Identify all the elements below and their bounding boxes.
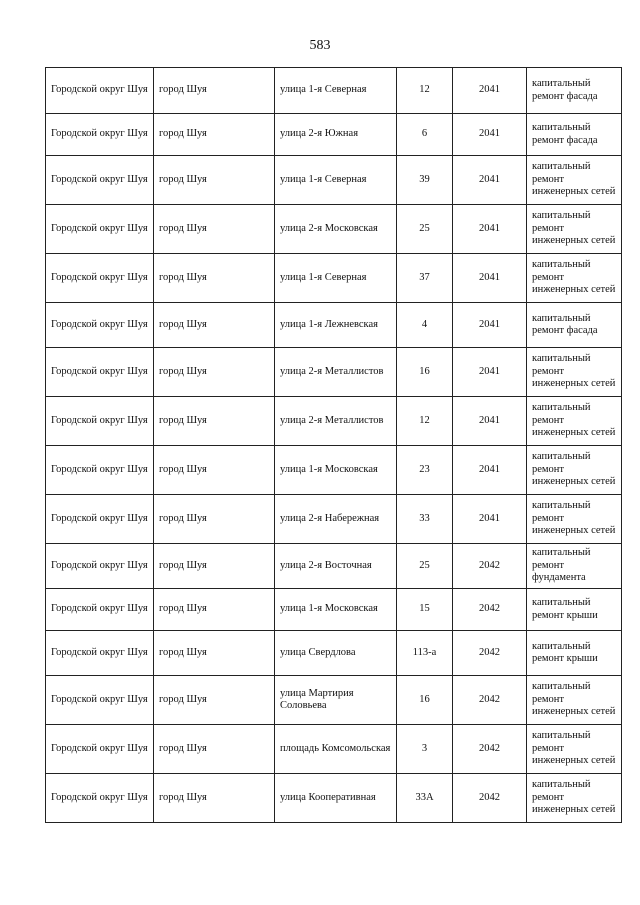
city-cell: город Шуя (154, 446, 275, 495)
table-row (46, 774, 622, 823)
street-cell: улица Свердлова (275, 631, 397, 676)
city-cell: город Шуя (154, 725, 275, 774)
year-cell: 2041 (453, 397, 527, 446)
street-cell: площадь Комсомольская (275, 725, 397, 774)
work-type-cell: капитальный ремонт крыши (527, 631, 622, 676)
district-cell: Городской округ Шуя (46, 348, 154, 397)
table-body (46, 68, 622, 823)
house-number-cell: 23 (397, 446, 453, 495)
city-cell: город Шуя (154, 544, 275, 589)
table-row (46, 631, 622, 676)
street-cell: улица 2-я Металлистов (275, 397, 397, 446)
city-cell: город Шуя (154, 495, 275, 544)
work-type-cell: капитальный ремонт крыши (527, 589, 622, 631)
district-cell: Городской округ Шуя (46, 774, 154, 823)
year-cell: 2041 (453, 446, 527, 495)
district-cell: Городской округ Шуя (46, 589, 154, 631)
year-cell: 2042 (453, 774, 527, 823)
work-type-cell: капитальный ремонт инженерных сетей (527, 725, 622, 774)
street-cell: улица 2-я Металлистов (275, 348, 397, 397)
city-cell: город Шуя (154, 774, 275, 823)
street-cell: улица 1-я Северная (275, 156, 397, 205)
city-cell: город Шуя (154, 205, 275, 254)
table-row (46, 397, 622, 446)
year-cell: 2042 (453, 589, 527, 631)
work-type-cell: капитальный ремонт фасада (527, 303, 622, 348)
table-row (46, 676, 622, 725)
house-number-cell: 12 (397, 68, 453, 114)
district-cell: Городской округ Шуя (46, 303, 154, 348)
work-type-cell: капитальный ремонт инженерных сетей (527, 774, 622, 823)
district-cell: Городской округ Шуя (46, 254, 154, 303)
house-number-cell: 16 (397, 676, 453, 725)
city-cell: город Шуя (154, 68, 275, 114)
house-number-cell: 12 (397, 397, 453, 446)
table-row (46, 589, 622, 631)
work-type-cell: капитальный ремонт инженерных сетей (527, 156, 622, 205)
street-cell: улица 2-я Южная (275, 114, 397, 156)
year-cell: 2041 (453, 68, 527, 114)
table-row (46, 446, 622, 495)
street-cell: улица 2-я Московская (275, 205, 397, 254)
city-cell: город Шуя (154, 156, 275, 205)
city-cell: город Шуя (154, 589, 275, 631)
house-number-cell: 33А (397, 774, 453, 823)
table-row (46, 254, 622, 303)
house-number-cell: 39 (397, 156, 453, 205)
house-number-cell: 37 (397, 254, 453, 303)
city-cell: город Шуя (154, 676, 275, 725)
house-number-cell: 4 (397, 303, 453, 348)
street-cell: улица 2-я Набережная (275, 495, 397, 544)
district-cell: Городской округ Шуя (46, 205, 154, 254)
street-cell: улица 1-я Московская (275, 589, 397, 631)
district-cell: Городской округ Шуя (46, 397, 154, 446)
year-cell: 2041 (453, 495, 527, 544)
house-number-cell: 6 (397, 114, 453, 156)
table-row (46, 348, 622, 397)
table-row (46, 114, 622, 156)
repair-schedule-table (45, 67, 622, 823)
street-cell: улица 1-я Московская (275, 446, 397, 495)
year-cell: 2042 (453, 631, 527, 676)
district-cell: Городской округ Шуя (46, 446, 154, 495)
year-cell: 2041 (453, 303, 527, 348)
work-type-cell: капитальный ремонт инженерных сетей (527, 397, 622, 446)
table-row (46, 495, 622, 544)
city-cell: город Шуя (154, 348, 275, 397)
district-cell: Городской округ Шуя (46, 631, 154, 676)
house-number-cell: 25 (397, 544, 453, 589)
year-cell: 2041 (453, 156, 527, 205)
district-cell: Городской округ Шуя (46, 544, 154, 589)
district-cell: Городской округ Шуя (46, 68, 154, 114)
work-type-cell: капитальный ремонт инженерных сетей (527, 446, 622, 495)
table-row (46, 68, 622, 114)
year-cell: 2042 (453, 544, 527, 589)
work-type-cell: капитальный ремонт инженерных сетей (527, 348, 622, 397)
city-cell: город Шуя (154, 397, 275, 446)
house-number-cell: 25 (397, 205, 453, 254)
street-cell: улица 2-я Восточная (275, 544, 397, 589)
city-cell: город Шуя (154, 631, 275, 676)
work-type-cell: капитальный ремонт фасада (527, 114, 622, 156)
work-type-cell: капитальный ремонт инженерных сетей (527, 676, 622, 725)
house-number-cell: 16 (397, 348, 453, 397)
table-row (46, 156, 622, 205)
district-cell: Городской округ Шуя (46, 114, 154, 156)
table-row (46, 303, 622, 348)
page-number: 583 (309, 38, 331, 53)
year-cell: 2041 (453, 114, 527, 156)
house-number-cell: 113-а (397, 631, 453, 676)
work-type-cell: капитальный ремонт инженерных сетей (527, 495, 622, 544)
table-row (46, 205, 622, 254)
city-cell: город Шуя (154, 254, 275, 303)
house-number-cell: 3 (397, 725, 453, 774)
city-cell: город Шуя (154, 114, 275, 156)
work-type-cell: капитальный ремонт фундамента (527, 544, 622, 589)
house-number-cell: 33 (397, 495, 453, 544)
work-type-cell: капитальный ремонт инженерных сетей (527, 254, 622, 303)
year-cell: 2042 (453, 725, 527, 774)
street-cell: улица Мартирия Соловьева (275, 676, 397, 725)
year-cell: 2041 (453, 254, 527, 303)
district-cell: Городской округ Шуя (46, 156, 154, 205)
work-type-cell: капитальный ремонт инженерных сетей (527, 205, 622, 254)
year-cell: 2042 (453, 676, 527, 725)
district-cell: Городской округ Шуя (46, 495, 154, 544)
city-cell: город Шуя (154, 303, 275, 348)
street-cell: улица 1-я Северная (275, 68, 397, 114)
table-row (46, 725, 622, 774)
work-type-cell: капитальный ремонт фасада (527, 68, 622, 114)
district-cell: Городской округ Шуя (46, 725, 154, 774)
table-row (46, 544, 622, 589)
district-cell: Городской округ Шуя (46, 676, 154, 725)
house-number-cell: 15 (397, 589, 453, 631)
street-cell: улица 1-я Лежневская (275, 303, 397, 348)
year-cell: 2041 (453, 348, 527, 397)
street-cell: улица Кооперативная (275, 774, 397, 823)
year-cell: 2041 (453, 205, 527, 254)
street-cell: улица 1-я Северная (275, 254, 397, 303)
